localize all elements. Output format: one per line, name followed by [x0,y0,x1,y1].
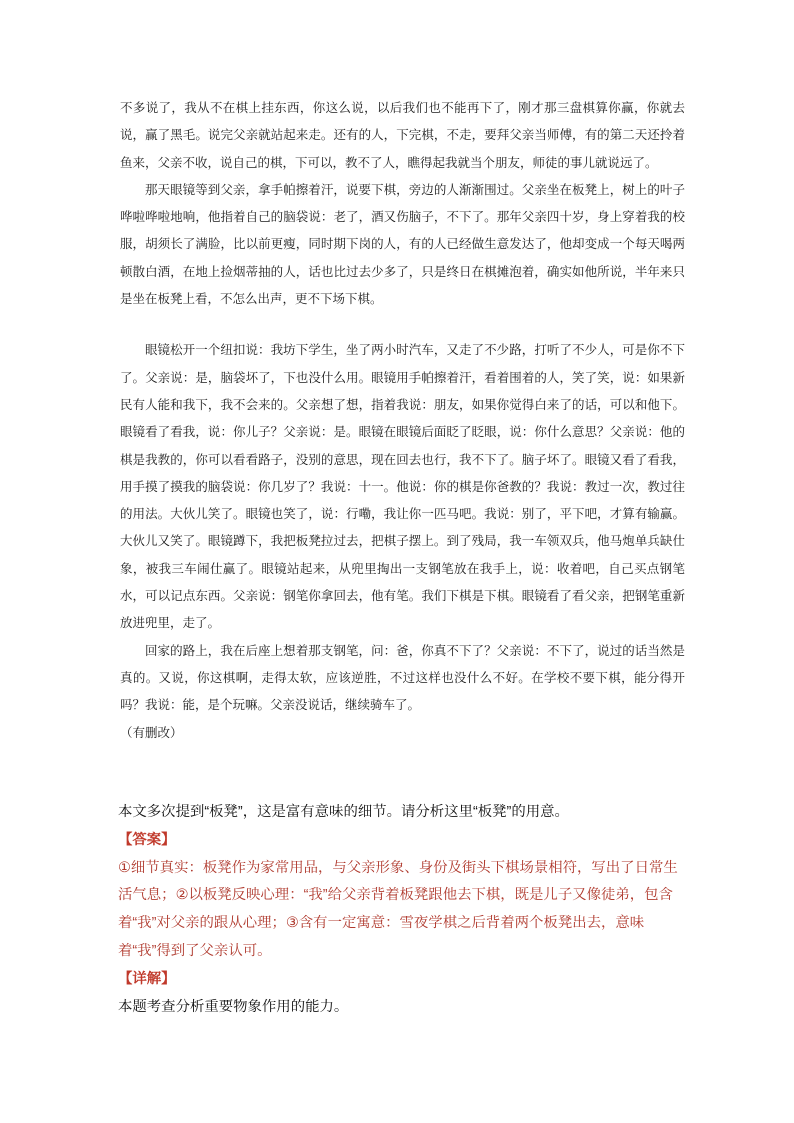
question-answer-section [118,799,688,1021]
story-paragraph: 眼镜松开一个纽扣说：我坊下学生，坐了两小时汽车，又走了不少路，打听了不少人，可是你不下了。父亲说：是，脑袋坏了，下也没什么用。眼镜用手帕擦着汗，看着围着的人，笑了笑，说：如果新民有人能和我下，我不会来的。父亲想了想，指着我说：朋友，如果你觉得白来了的话，可以和他下。眼镜看了看我，说：你儿子？父亲说：是。眼镜在眼镜后面眨了眨眼，说：你什么意思？父亲说：他的棋是我教的，你可以看看路子，没别的意思，现在回去也行，我不下了。脑子坏了。眼镜又看了看我，用手摸了摸我的脑袋说：你几岁了？我说：十一。他说：你的棋是你爸教的？我说：教过一次，教过往的用法。大伙儿笑了。眼镜也笑了，说：行嘞，我让你一匹马吧。我说：别了，平下吧，才算有输赢。大伙儿又笑了。眼镜蹲下，我把板凳拉过去，把棋子摆上。到了残局，我一车领双兵，他马炮单兵缺仕象，被我三车闹仕赢了。眼镜站起来，从兜里掏出一支钢笔放在我手上，说：收着吧，自己买点钢笔水，可以记点东西。父亲说：钢笔你拿回去，他有笔。我们下棋是下棋。眼镜看了看父亲，把钢笔重新放进兜里，走了。 [120,342,685,631]
story-excerpt [120,94,685,746]
credit-note: （有删改） [120,724,183,740]
answer-label: 【答案】 [118,831,176,848]
question-text: 本文多次提到“板凳”，这是富有意味的细节。请分析这里“板凳”的用意。 [118,804,569,820]
story-paragraph: 不多说了，我从不在棋上挂东西，你这么说，以后我们也不能再下了，刚才那三盘棋算你赢，你就去说，赢了黑毛。说完父亲就站起来走。还有的人，下完棋，不走，要拜父亲当师傅，有的第二天还拎着鱼来，父亲不收，说自己的棋，下可以，教不了人，瞧得起我就当个朋友，师徒的事儿就说远了。 [120,100,685,170]
explanation-text: 本题考查分析重要物象作用的能力。 [118,998,349,1015]
answer-text: ①细节真实：板凳作为家常用品，与父亲形象、身份及街头下棋场景相符，写出了日常生活气息；②以板凳反映心理：“我”给父亲背着板凳跟他去下棋，既是儿子又像徒弟，包含着“我”对父亲的跟从心理；③含有一定寓意：雪夜学棋之后背着两个板凳出去，意味着“我”得到了父亲认可。 [118,859,678,959]
story-paragraph: 那天眼镜等到父亲，拿手帕擦着汗，说要下棋，旁边的人渐渐围过。父亲坐在板凳上，树上的叶子哗啦哗啦地响，他指着自己的脑袋说：老了，酒又伤脑子，不下了。那年父亲四十岁，身上穿着我的校服，胡须长了满脸，比以前更瘦，同时期下岗的人，有的人已经做生意发达了，他却变成一个每天喝两顿散白酒，在地上捡烟蒂抽的人，话也比过去少多了，只是终日在棋摊泡着，确实如他所说，半年来只是坐在板凳上看，不怎么出声，更不下场下棋。 [120,181,685,307]
explanation-label: 【详解】 [118,970,176,987]
story-paragraph: 回家的路上，我在后座上想着那支钢笔，问：爸，你真不下了？父亲说：不下了，说过的话当然是真的。又说，你这棋啊，走得太软，应该逆胜，不过这样也没什么不好。在学校不要下棋，能分得开吗？我说：能，是个玩嘛。父亲没说话，继续骑车了。 [120,642,685,713]
